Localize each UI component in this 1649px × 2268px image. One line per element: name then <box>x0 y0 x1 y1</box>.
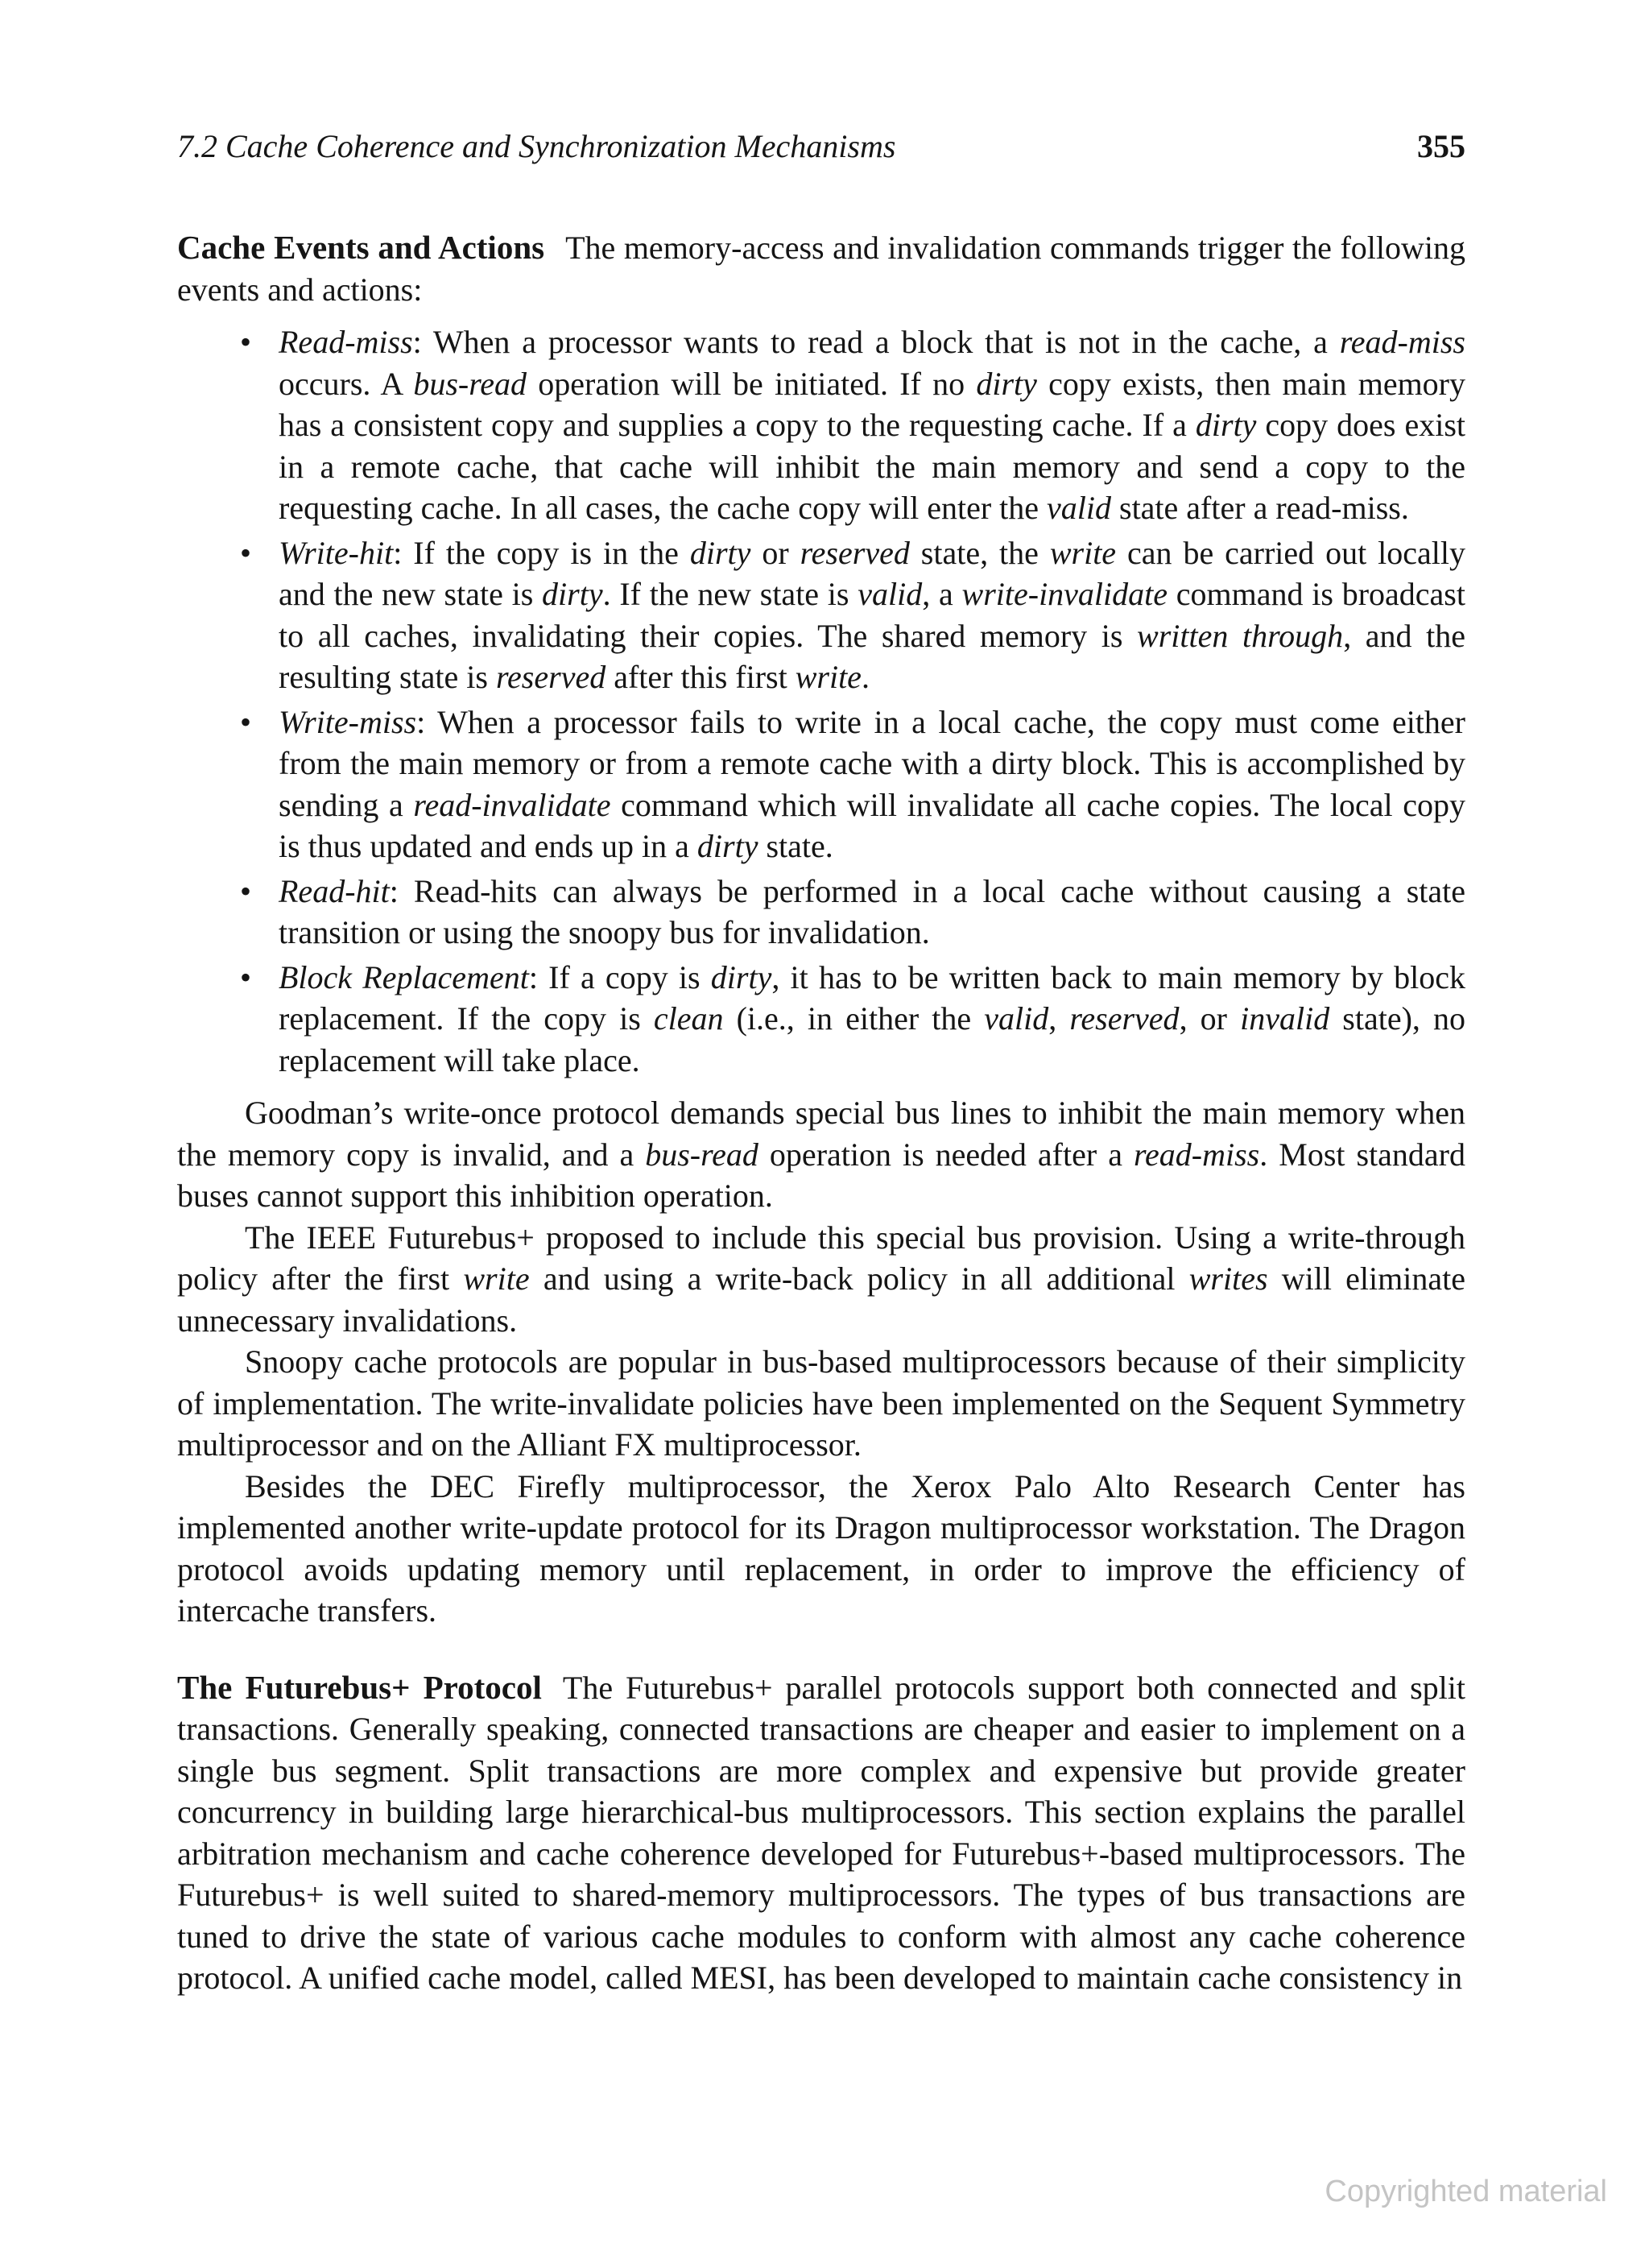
body-paragraph-snoopy <box>177 1341 1465 1466</box>
text-run: , or <box>1179 1000 1241 1037</box>
text-run: Snoopy cache protocols are popular in bus-based multiprocessors because of their simplicity of implementation. The write-invalidate policies have been implemented on the Sequent Symmetry multiprocessor and on the Alliant FX multiprocessor. <box>177 1343 1465 1463</box>
italic-term: read-miss <box>1133 1136 1260 1173</box>
text-run: : When a processor wants to read a block that is not in the cache, a <box>412 324 1340 360</box>
italic-term: dirty <box>710 958 772 995</box>
italic-term: reserved <box>495 659 606 695</box>
body-paragraph-goodman <box>177 1092 1465 1217</box>
futurebus-text: The Futurebus+ parallel protocols support both connected and split transactions. Generally speaking, connected transactions are cheaper and easier to implement on a single bus segment. Split transactions are more complex and expensive but provide greater concurrency in building large hierarchical-bus multiprocessors. This section explains the parallel arbitration mechanism and cache coherence developed for Futurebus+-based multiprocessors. The Futurebus+ is well suited to shared-memory multiprocessors. The types of bus transactions are tuned to drive the state of various cache modules to conform with almost any cache coherence protocol. A unified cache model, called MESI, has been developed to maintain cache consistency in <box>177 1669 1465 1996</box>
text-run: copy does exist in a remote cache, that cache will inhibit the main memory and send a copy to the requesting cache. In all cases, the cache copy will enter the <box>279 407 1465 526</box>
italic-term: valid <box>858 576 923 612</box>
text-run: . <box>861 659 870 695</box>
list-item <box>279 321 1465 529</box>
body-paragraph-ieee <box>177 1217 1465 1342</box>
text-run: : When a processor fails to write in a local cache, the copy must come either from the main memory or from a remote cache with a dirty block. This is accomplished by sending a <box>279 703 1465 823</box>
section-gap <box>177 1632 1465 1667</box>
italic-term: dirty <box>689 534 751 571</box>
list-item <box>279 532 1465 698</box>
italic-term: dirty <box>542 576 603 612</box>
text-run: The IEEE Futurebus+ proposed to include this special bus provision. Using a write-through policy after the first <box>177 1219 1465 1297</box>
text-run: : If a copy is <box>528 958 711 995</box>
list-item <box>279 957 1465 1082</box>
text-run: or <box>750 534 800 571</box>
event-description <box>279 324 1465 526</box>
italic-term: bus-read <box>413 365 527 402</box>
text-run: (i.e., in either the <box>723 1000 985 1037</box>
italic-term: dirty <box>696 828 758 864</box>
italic-term: write <box>463 1260 530 1297</box>
event-list <box>177 321 1465 1081</box>
text-run: state, the <box>909 534 1050 571</box>
italic-term: dirty <box>976 365 1037 402</box>
text-run: , it has to be written back to main memory by block replacement. If the copy is <box>279 958 1466 1037</box>
section-heading-cache-events: Cache Events and Actions <box>177 229 545 266</box>
section-intro-paragraph <box>177 227 1465 310</box>
text-run: , a <box>922 576 962 612</box>
text-run: . Most standard buses cannot support this inhibition operation. <box>177 1136 1466 1214</box>
text-run: operation is needed after a <box>758 1136 1134 1173</box>
futurebus-paragraph <box>177 1667 1465 1999</box>
italic-term: bus-read <box>645 1136 758 1173</box>
event-term: Block Replacement <box>279 958 529 995</box>
event-description <box>279 704 1465 865</box>
page-number: 355 <box>1417 128 1465 164</box>
list-item <box>279 871 1465 954</box>
text-run: , and the resulting state is <box>279 617 1466 695</box>
italic-term: valid <box>984 1000 1049 1037</box>
italic-term: write <box>795 659 862 695</box>
italic-term: valid <box>1047 490 1111 526</box>
event-term: Write-hit <box>279 534 394 571</box>
text-run: will eliminate unnecessary invalidations. <box>177 1260 1465 1339</box>
italic-term: write-invalidate <box>961 576 1168 612</box>
copyright-watermark: Copyrighted material <box>1325 2175 1607 2208</box>
body-paragraph-dragon <box>177 1466 1465 1632</box>
italic-term: dirty <box>1195 407 1257 443</box>
italic-term: invalid <box>1240 1000 1330 1037</box>
text-run: : Read-hits can always be performed in a local cache without causing a state transition or using the snoopy bus for invalidation. <box>279 872 1465 950</box>
body-text <box>177 227 1465 1999</box>
text-run: Goodman’s write-once protocol demands special bus lines to inhibit the main memory when the memory copy is invalid, and a <box>177 1095 1465 1173</box>
italic-term: read-invalidate <box>413 786 611 823</box>
event-description <box>279 873 1465 951</box>
text-run: Besides the DEC Firefly multiprocessor, the Xerox Palo Alto Research Center has implemented another write-update protocol for its Dragon multiprocessor workstation. The Dragon protocol avoids updating memory until replacement, in order to improve the efficiency of intercache transfers. <box>177 1467 1465 1629</box>
text-run: and using a write-back policy in all additional <box>529 1260 1189 1297</box>
event-term: Write-miss <box>279 703 417 740</box>
text-run: copy exists, then main memory has a consistent copy and supplies a copy to the requesting cache. If a <box>279 365 1466 443</box>
text-run: , <box>1048 1000 1070 1037</box>
event-term: Read-miss <box>279 324 413 360</box>
text-run: state after a read-miss. <box>1111 490 1409 526</box>
running-head <box>177 122 1465 171</box>
text-run: can be carried out locally and the new state is <box>279 534 1465 612</box>
running-head-title: 7.2 Cache Coherence and Synchronization Mechanisms <box>177 128 896 164</box>
event-description <box>279 535 1465 696</box>
italic-term: read-miss <box>1339 324 1465 360</box>
text-run: state), no replacement will take place. <box>279 1000 1466 1078</box>
event-term: Read-hit <box>279 872 390 909</box>
section-heading-futurebus: The Futurebus+ Protocol <box>177 1668 542 1706</box>
italic-term: reserved <box>1069 1000 1180 1037</box>
italic-term: writes <box>1188 1260 1268 1297</box>
italic-term: clean <box>653 1000 724 1037</box>
text-run: : If the copy is in the <box>393 534 690 571</box>
italic-term: write <box>1049 534 1117 571</box>
section-intro-text: The memory-access and invalidation commands trigger the following events and actions: <box>177 230 1465 308</box>
text-run: state. <box>758 828 833 864</box>
text-run: occurs. A <box>279 365 414 402</box>
italic-term: reserved <box>800 534 910 571</box>
text-run: command is broadcast to all caches, invalidating their copies. The shared memory is <box>279 576 1465 654</box>
text-run: . If the new state is <box>602 576 858 612</box>
text-run: command which will invalidate all cache copies. The local copy is thus updated and ends up in a <box>279 786 1465 864</box>
italic-term: written through <box>1137 617 1344 654</box>
text-run: after this first <box>605 659 796 695</box>
list-item <box>279 702 1465 867</box>
text-run: operation will be initiated. If no <box>527 365 977 402</box>
